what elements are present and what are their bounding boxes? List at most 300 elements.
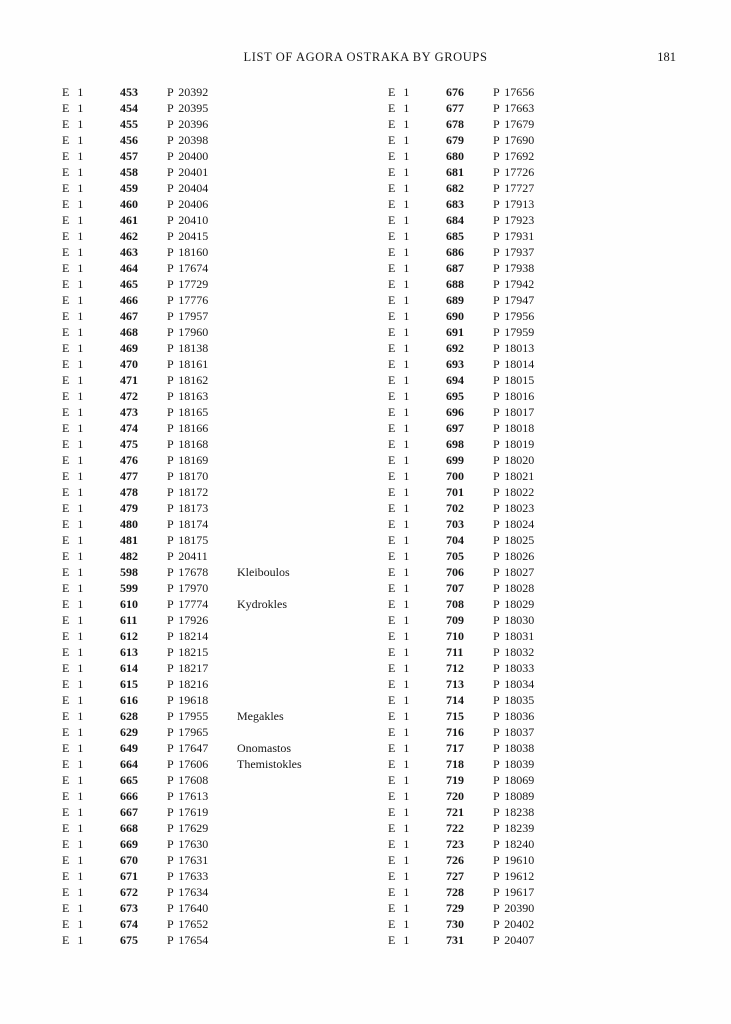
table-row (62, 84, 362, 100)
row-inventory-number: P 20400 (167, 149, 209, 163)
row-inventory-number: P 17647 (167, 741, 209, 755)
row-group-label: E 1 (388, 517, 410, 531)
table-row (388, 900, 688, 916)
row-person-name (237, 468, 362, 484)
row-catalog-number: 457 (120, 149, 138, 163)
row-group-label: E 1 (388, 789, 410, 803)
table-row (388, 244, 688, 260)
table-row (388, 420, 688, 436)
row-catalog-number: 476 (120, 453, 138, 467)
row-person-name (563, 84, 688, 100)
row-person-name (237, 372, 362, 388)
row-group-label: E 1 (62, 869, 84, 883)
row-group-label: E 1 (62, 309, 84, 323)
row-inventory-number: P 18216 (167, 677, 209, 691)
row-person-name (237, 628, 362, 644)
row-person-name (563, 772, 688, 788)
row-person-name (237, 548, 362, 564)
table-row (62, 660, 362, 676)
row-catalog-number: 672 (120, 885, 138, 899)
table-row (62, 324, 362, 340)
row-person-name (237, 196, 362, 212)
table-row (388, 292, 688, 308)
table-row (388, 500, 688, 516)
table-row (62, 132, 362, 148)
row-catalog-number: 726 (446, 853, 464, 867)
row-inventory-number: P 18023 (493, 501, 535, 515)
row-person-name (237, 772, 362, 788)
table-row (62, 244, 362, 260)
table-row (62, 260, 362, 276)
row-group-label: E 1 (388, 341, 410, 355)
row-person-name (237, 724, 362, 740)
row-person-name (563, 292, 688, 308)
row-group-label: E 1 (388, 389, 410, 403)
row-person-name (563, 164, 688, 180)
row-inventory-number: P 18029 (493, 597, 535, 611)
row-catalog-number: 481 (120, 533, 138, 547)
row-group-label: E 1 (388, 645, 410, 659)
row-catalog-number: 682 (446, 181, 464, 195)
row-group-label: E 1 (62, 565, 84, 579)
row-catalog-number: 459 (120, 181, 138, 195)
row-person-name (237, 500, 362, 516)
row-catalog-number: 694 (446, 373, 464, 387)
table-row (388, 436, 688, 452)
row-person-name (237, 132, 362, 148)
row-catalog-number: 707 (446, 581, 464, 595)
row-group-label: E 1 (62, 773, 84, 787)
row-group-label: E 1 (62, 341, 84, 355)
row-person-name (563, 100, 688, 116)
row-person-name (563, 420, 688, 436)
row-group-label: E 1 (62, 725, 84, 739)
row-group-label: E 1 (388, 677, 410, 691)
row-inventory-number: P 18160 (167, 245, 209, 259)
row-catalog-number: 676 (446, 85, 464, 99)
table-row (388, 324, 688, 340)
row-person-name (563, 804, 688, 820)
row-catalog-number: 723 (446, 837, 464, 851)
row-person-name (563, 900, 688, 916)
row-catalog-number: 719 (446, 773, 464, 787)
row-group-label: E 1 (388, 773, 410, 787)
row-person-name (563, 548, 688, 564)
row-catalog-number: 453 (120, 85, 138, 99)
table-row (62, 356, 362, 372)
row-person-name (563, 916, 688, 932)
row-inventory-number: P 18013 (493, 341, 535, 355)
row-group-label: E 1 (388, 933, 410, 947)
row-inventory-number: P 17631 (167, 853, 209, 867)
row-catalog-number: 700 (446, 469, 464, 483)
table-row (388, 228, 688, 244)
table-row (62, 580, 362, 596)
row-person-name (237, 292, 362, 308)
row-inventory-number: P 17955 (167, 709, 209, 723)
row-group-label: E 1 (388, 917, 410, 931)
table-row (62, 164, 362, 180)
table-row (62, 772, 362, 788)
row-group-label: E 1 (388, 613, 410, 627)
row-inventory-number: P 18019 (493, 437, 535, 451)
table-row (388, 308, 688, 324)
row-person-name (237, 900, 362, 916)
row-group-label: E 1 (62, 533, 84, 547)
row-person-name (237, 516, 362, 532)
row-inventory-number: P 19618 (167, 693, 209, 707)
row-inventory-number: P 20401 (167, 165, 209, 179)
row-catalog-number: 474 (120, 421, 138, 435)
table-row (62, 180, 362, 196)
row-inventory-number: P 17926 (167, 613, 209, 627)
row-catalog-number: 467 (120, 309, 138, 323)
table-row (62, 612, 362, 628)
row-person-name (563, 932, 688, 948)
row-group-label: E 1 (62, 389, 84, 403)
row-group-label: E 1 (62, 549, 84, 563)
table-row (62, 452, 362, 468)
table-row (388, 468, 688, 484)
row-inventory-number: P 18089 (493, 789, 535, 803)
row-group-label: E 1 (62, 709, 84, 723)
row-inventory-number: P 20392 (167, 85, 209, 99)
row-inventory-number: P 18170 (167, 469, 209, 483)
row-person-name (563, 756, 688, 772)
table-row (62, 756, 362, 772)
row-catalog-number: 711 (446, 645, 464, 659)
row-catalog-number: 705 (446, 549, 464, 563)
row-inventory-number: P 17656 (493, 85, 535, 99)
row-group-label: E 1 (388, 277, 410, 291)
row-person-name (237, 452, 362, 468)
row-inventory-number: P 18039 (493, 757, 535, 771)
row-group-label: E 1 (388, 293, 410, 307)
row-catalog-number: 715 (446, 709, 464, 723)
row-catalog-number: 472 (120, 389, 138, 403)
table-row (62, 596, 362, 612)
row-inventory-number: P 17776 (167, 293, 209, 307)
row-group-label: E 1 (62, 597, 84, 611)
table-row (62, 916, 362, 932)
row-catalog-number: 720 (446, 789, 464, 803)
row-group-label: E 1 (388, 309, 410, 323)
row-catalog-number: 706 (446, 565, 464, 579)
row-person-name: Onomastos (237, 741, 291, 755)
row-catalog-number: 475 (120, 437, 138, 451)
row-person-name (563, 708, 688, 724)
row-inventory-number: P 17654 (167, 933, 209, 947)
table-row (388, 788, 688, 804)
row-catalog-number: 704 (446, 533, 464, 547)
table-row (62, 196, 362, 212)
row-inventory-number: P 17913 (493, 197, 535, 211)
row-group-label: E 1 (62, 645, 84, 659)
row-group-label: E 1 (62, 357, 84, 371)
row-catalog-number: 669 (120, 837, 138, 851)
row-group-label: E 1 (62, 101, 84, 115)
row-group-label: E 1 (388, 661, 410, 675)
row-inventory-number: P 20415 (167, 229, 209, 243)
table-row (388, 724, 688, 740)
row-person-name (563, 388, 688, 404)
row-catalog-number: 689 (446, 293, 464, 307)
table-row (388, 916, 688, 932)
row-catalog-number: 611 (120, 613, 138, 627)
row-catalog-number: 703 (446, 517, 464, 531)
row-person-name (237, 164, 362, 180)
row-group-label: E 1 (388, 85, 410, 99)
row-person-name (563, 580, 688, 596)
row-catalog-number: 461 (120, 213, 138, 227)
row-group-label: E 1 (62, 741, 84, 755)
row-catalog-number: 668 (120, 821, 138, 835)
table-row (388, 676, 688, 692)
row-person-name (563, 148, 688, 164)
row-inventory-number: P 18175 (167, 533, 209, 547)
row-group-label: E 1 (62, 261, 84, 275)
row-person-name (563, 724, 688, 740)
row-person-name (563, 212, 688, 228)
row-catalog-number: 477 (120, 469, 138, 483)
row-group-label: E 1 (62, 181, 84, 195)
row-group-label: E 1 (62, 693, 84, 707)
row-inventory-number: P 17960 (167, 325, 209, 339)
row-catalog-number: 460 (120, 197, 138, 211)
row-inventory-number: P 17729 (167, 277, 209, 291)
row-inventory-number: P 17630 (167, 837, 209, 851)
row-person-name (563, 660, 688, 676)
table-row (62, 372, 362, 388)
row-inventory-number: P 17727 (493, 181, 535, 195)
row-group-label: E 1 (62, 853, 84, 867)
row-person-name (237, 868, 362, 884)
row-group-label: E 1 (62, 485, 84, 499)
row-group-label: E 1 (388, 693, 410, 707)
row-inventory-number: P 18172 (167, 485, 209, 499)
table-row (388, 484, 688, 500)
row-inventory-number: P 17937 (493, 245, 535, 259)
row-person-name (237, 212, 362, 228)
row-inventory-number: P 18163 (167, 389, 209, 403)
row-catalog-number: 456 (120, 133, 138, 147)
table-row (62, 804, 362, 820)
row-catalog-number: 714 (446, 693, 464, 707)
row-inventory-number: P 18138 (167, 341, 209, 355)
row-person-name (237, 916, 362, 932)
table-row (388, 612, 688, 628)
row-catalog-number: 685 (446, 229, 464, 243)
row-group-label: E 1 (388, 213, 410, 227)
row-catalog-number: 616 (120, 693, 138, 707)
table-row (62, 388, 362, 404)
row-person-name (563, 260, 688, 276)
table-row (62, 500, 362, 516)
row-inventory-number: P 18022 (493, 485, 535, 499)
row-inventory-number: P 18018 (493, 421, 535, 435)
row-inventory-number: P 17726 (493, 165, 535, 179)
row-inventory-number: P 18032 (493, 645, 535, 659)
table-row (62, 212, 362, 228)
row-person-name (237, 804, 362, 820)
row-catalog-number: 696 (446, 405, 464, 419)
row-catalog-number: 465 (120, 277, 138, 291)
row-inventory-number: P 18034 (493, 677, 535, 691)
row-inventory-number: P 17970 (167, 581, 209, 595)
row-inventory-number: P 17965 (167, 725, 209, 739)
row-person-name (563, 116, 688, 132)
row-person-name (237, 276, 362, 292)
table-row (388, 116, 688, 132)
ostraka-list-column-left (62, 84, 362, 948)
row-group-label: E 1 (388, 741, 410, 755)
row-group-label: E 1 (62, 933, 84, 947)
row-group-label: E 1 (62, 165, 84, 179)
row-catalog-number: 727 (446, 869, 464, 883)
row-catalog-number: 731 (446, 933, 464, 947)
row-person-name (237, 852, 362, 868)
row-person-name (563, 596, 688, 612)
table-row (388, 868, 688, 884)
row-group-label: E 1 (62, 629, 84, 643)
row-person-name (237, 148, 362, 164)
row-catalog-number: 692 (446, 341, 464, 355)
row-group-label: E 1 (62, 133, 84, 147)
row-person-name (237, 932, 362, 948)
row-catalog-number: 613 (120, 645, 138, 659)
row-group-label: E 1 (62, 661, 84, 675)
row-inventory-number: P 20396 (167, 117, 209, 131)
row-catalog-number: 713 (446, 677, 464, 691)
row-inventory-number: P 18238 (493, 805, 535, 819)
table-row (62, 148, 362, 164)
table-row (62, 548, 362, 564)
row-catalog-number: 478 (120, 485, 138, 499)
row-inventory-number: P 18161 (167, 357, 209, 371)
row-inventory-number: P 20407 (493, 933, 535, 947)
row-group-label: E 1 (388, 821, 410, 835)
row-catalog-number: 480 (120, 517, 138, 531)
table-row (388, 132, 688, 148)
row-person-name (563, 564, 688, 580)
row-catalog-number: 629 (120, 725, 138, 739)
row-group-label: E 1 (62, 837, 84, 851)
row-group-label: E 1 (388, 853, 410, 867)
row-inventory-number: P 17613 (167, 789, 209, 803)
row-person-name (237, 820, 362, 836)
row-inventory-number: P 18217 (167, 661, 209, 675)
row-person-name (563, 788, 688, 804)
row-group-label: E 1 (388, 709, 410, 723)
table-row (62, 868, 362, 884)
table-row (62, 484, 362, 500)
row-person-name (237, 260, 362, 276)
row-person-name (563, 452, 688, 468)
row-group-label: E 1 (388, 757, 410, 771)
row-person-name (563, 500, 688, 516)
table-row (388, 548, 688, 564)
row-group-label: E 1 (388, 501, 410, 515)
row-group-label: E 1 (62, 149, 84, 163)
row-group-label: E 1 (62, 421, 84, 435)
row-person-name (563, 484, 688, 500)
row-group-label: E 1 (388, 629, 410, 643)
table-row (388, 100, 688, 116)
row-group-label: E 1 (62, 277, 84, 291)
row-catalog-number: 683 (446, 197, 464, 211)
row-inventory-number: P 17674 (167, 261, 209, 275)
table-row (388, 356, 688, 372)
row-person-name (563, 532, 688, 548)
table-row (388, 196, 688, 212)
row-catalog-number: 599 (120, 581, 138, 595)
row-group-label: E 1 (62, 293, 84, 307)
table-row (62, 836, 362, 852)
row-person-name (237, 660, 362, 676)
row-catalog-number: 679 (446, 133, 464, 147)
row-catalog-number: 697 (446, 421, 464, 435)
row-catalog-number: 708 (446, 597, 464, 611)
row-catalog-number: 466 (120, 293, 138, 307)
row-inventory-number: P 18215 (167, 645, 209, 659)
row-person-name (237, 228, 362, 244)
row-group-label: E 1 (62, 677, 84, 691)
row-group-label: E 1 (62, 517, 84, 531)
row-person-name (237, 180, 362, 196)
row-inventory-number: P 18025 (493, 533, 535, 547)
table-row (62, 788, 362, 804)
table-row (388, 164, 688, 180)
table-row (388, 452, 688, 468)
row-group-label: E 1 (62, 469, 84, 483)
row-group-label: E 1 (388, 357, 410, 371)
row-catalog-number: 716 (446, 725, 464, 739)
row-catalog-number: 671 (120, 869, 138, 883)
page-header (0, 49, 731, 65)
row-catalog-number: 610 (120, 597, 138, 611)
row-person-name (563, 868, 688, 884)
row-inventory-number: P 17774 (167, 597, 209, 611)
row-person-name: Megakles (237, 709, 284, 723)
row-group-label: E 1 (62, 437, 84, 451)
row-person-name (237, 324, 362, 340)
table-row (62, 436, 362, 452)
row-inventory-number: P 17947 (493, 293, 535, 307)
row-inventory-number: P 18016 (493, 389, 535, 403)
row-inventory-number: P 17679 (493, 117, 535, 131)
row-inventory-number: P 18024 (493, 517, 535, 531)
row-group-label: E 1 (62, 885, 84, 899)
row-inventory-number: P 18168 (167, 437, 209, 451)
row-group-label: E 1 (388, 805, 410, 819)
row-group-label: E 1 (62, 789, 84, 803)
row-inventory-number: P 18169 (167, 453, 209, 467)
row-person-name (237, 692, 362, 708)
row-inventory-number: P 18021 (493, 469, 535, 483)
row-catalog-number: 729 (446, 901, 464, 915)
table-row (62, 340, 362, 356)
row-catalog-number: 701 (446, 485, 464, 499)
row-inventory-number: P 19610 (493, 853, 535, 867)
row-inventory-number: P 20406 (167, 197, 209, 211)
row-group-label: E 1 (62, 613, 84, 627)
row-catalog-number: 680 (446, 149, 464, 163)
row-person-name (563, 436, 688, 452)
row-catalog-number: 722 (446, 821, 464, 835)
row-catalog-number: 471 (120, 373, 138, 387)
row-catalog-number: 482 (120, 549, 138, 563)
table-row (388, 564, 688, 580)
